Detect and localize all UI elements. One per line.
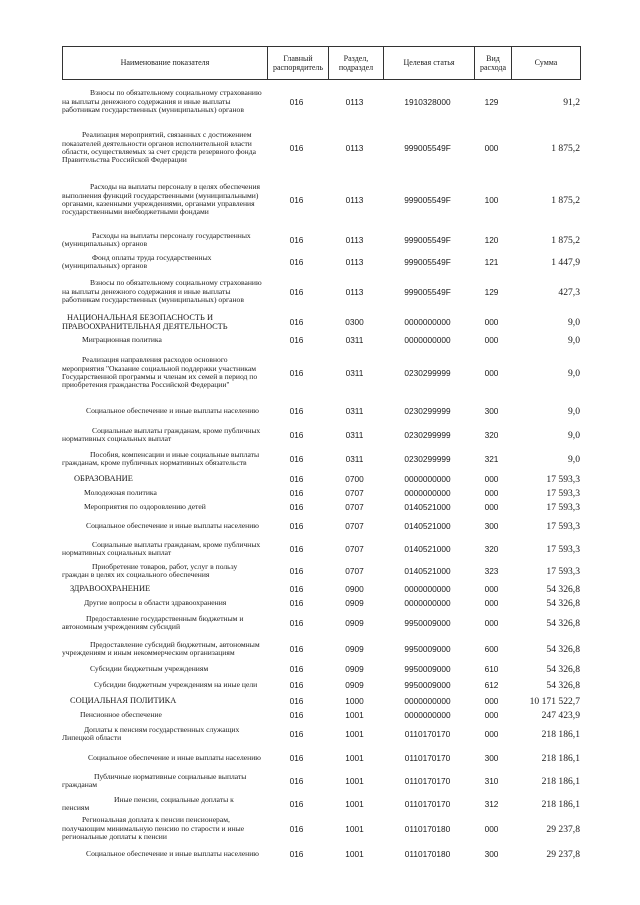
row-main-manager: 016 [289, 696, 304, 706]
row-expense-type: 000 [484, 143, 499, 153]
table-row [62, 500, 581, 514]
table-row [62, 792, 581, 816]
row-expense-type: 310 [484, 776, 499, 786]
row-expense-type: 121 [484, 257, 499, 267]
row-main-manager: 016 [289, 618, 304, 628]
row-section: 0311 [345, 454, 364, 464]
table-row [62, 514, 581, 538]
row-target-article: 1910328000 [404, 97, 451, 107]
row-expense-type: 320 [484, 430, 499, 440]
row-name: Социальное обеспечение и иные выплаты населению [88, 752, 261, 762]
table-row [62, 538, 581, 560]
row-main-manager: 016 [289, 824, 304, 834]
row-name: Субсидии бюджетным учреждениям [90, 663, 209, 673]
row-section: 1001 [345, 753, 364, 763]
row-sum: 247 423,9 [541, 709, 580, 721]
row-name: Социальные выплаты гражданам, кроме публичных нормативных социальных выплат [62, 539, 261, 557]
table-row [62, 676, 581, 694]
row-sum: 17 593,3 [546, 520, 580, 532]
row-sum: 54 326,8 [546, 583, 580, 595]
row-main-manager: 016 [289, 287, 304, 297]
table-row [62, 636, 581, 662]
row-name: Предоставление государственным бюджетным и автономным учреждениям субсидий [62, 613, 244, 631]
row-target-article: 0000000000 [404, 598, 451, 608]
table-row [62, 398, 581, 424]
table-row [62, 816, 581, 842]
row-expense-type: 323 [484, 566, 499, 576]
table-row [62, 694, 581, 708]
budget-table [62, 46, 581, 866]
row-section: 0113 [345, 257, 364, 267]
row-main-manager: 016 [289, 644, 304, 654]
row-main-manager: 016 [289, 521, 304, 531]
row-sum: 17 593,3 [546, 565, 580, 577]
row-expense-type: 000 [484, 474, 499, 484]
row-main-manager: 016 [289, 544, 304, 554]
table-row [62, 228, 581, 252]
table-row [62, 560, 581, 582]
row-sum: 10 171 522,7 [529, 695, 580, 707]
row-name: Публичные нормативные социальные выплаты гражданам [62, 771, 247, 789]
row-main-manager: 016 [289, 454, 304, 464]
row-name: Доплаты к пенсиям государственных служащих Липецкой области [62, 724, 240, 742]
row-target-article: 999005549F [404, 257, 451, 267]
row-target-article: 0000000000 [404, 335, 451, 345]
row-expense-type: 600 [484, 644, 499, 654]
row-target-article: 0140521000 [404, 566, 451, 576]
row-main-manager: 016 [289, 566, 304, 576]
row-sum: 9,0 [568, 334, 580, 346]
row-target-article: 9950009000 [404, 664, 451, 674]
row-expense-type: 000 [484, 824, 499, 834]
row-expense-type: 100 [484, 195, 499, 205]
row-section: 0300 [345, 317, 364, 327]
row-section: 0311 [345, 430, 364, 440]
row-expense-type: 300 [484, 406, 499, 416]
row-target-article: 999005549F [404, 143, 451, 153]
row-expense-type: 000 [484, 502, 499, 512]
table-row [62, 842, 581, 866]
row-section: 1001 [345, 824, 364, 834]
table-row [62, 472, 581, 486]
row-section: 0707 [345, 566, 364, 576]
row-name: Социальное обеспечение и иные выплаты населению [86, 405, 259, 415]
row-section: 0311 [345, 368, 364, 378]
row-name: Предоставление субсидий бюджетным, автономным учреждениям и иным некоммерческим организациям [62, 639, 260, 657]
row-sum: 218 186,1 [541, 728, 580, 740]
row-main-manager: 016 [289, 584, 304, 594]
header-section: Раздел, подраздел [328, 47, 383, 79]
row-target-article: 0140521000 [404, 544, 451, 554]
row-section: 0311 [345, 406, 364, 416]
row-sum: 9,0 [568, 367, 580, 379]
row-target-article: 9950009000 [404, 680, 451, 690]
table-row [62, 272, 581, 312]
row-section: 0113 [345, 143, 364, 153]
row-main-manager: 016 [289, 502, 304, 512]
row-main-manager: 016 [289, 664, 304, 674]
row-sum: 9,0 [568, 316, 580, 328]
row-target-article: 0230299999 [404, 454, 451, 464]
row-section: 0113 [345, 97, 364, 107]
table-row [62, 80, 581, 124]
row-target-article: 0000000000 [404, 488, 451, 498]
row-target-article: 0140521000 [404, 502, 451, 512]
row-expense-type: 000 [484, 335, 499, 345]
row-expense-type: 120 [484, 235, 499, 245]
row-section: 0909 [345, 644, 364, 654]
row-sum: 17 593,3 [546, 501, 580, 513]
row-section: 0113 [345, 287, 364, 297]
row-expense-type: 000 [484, 618, 499, 628]
row-section: 0113 [345, 235, 364, 245]
row-name: Социальное обеспечение и иные выплаты населению [86, 848, 259, 858]
row-main-manager: 016 [289, 799, 304, 809]
row-expense-type: 300 [484, 849, 499, 859]
row-target-article: 0110170180 [404, 824, 451, 834]
row-main-manager: 016 [289, 710, 304, 720]
header-main-manager: Главный распорядитель [267, 47, 328, 79]
row-name: Мероприятия по оздоровлению детей [84, 501, 206, 511]
row-target-article: 999005549F [404, 287, 451, 297]
row-expense-type: 320 [484, 544, 499, 554]
row-section: 0909 [345, 664, 364, 674]
row-target-article: 0110170170 [404, 776, 451, 786]
row-sum: 9,0 [568, 453, 580, 465]
row-target-article: 0000000000 [404, 317, 451, 327]
row-main-manager: 016 [289, 195, 304, 205]
row-section: 0311 [345, 335, 364, 345]
row-name: Молодежная политика [84, 487, 157, 497]
row-section: 0900 [345, 584, 364, 594]
row-sum: 54 326,8 [546, 663, 580, 675]
row-target-article: 0110170170 [404, 753, 451, 763]
row-target-article: 0000000000 [404, 474, 451, 484]
row-section: 1001 [345, 729, 364, 739]
table-row [62, 708, 581, 722]
row-name: Приобретение товаров, работ, услуг в пользу граждан в целях их социального обеспечения [62, 561, 238, 579]
row-main-manager: 016 [289, 488, 304, 498]
row-expense-type: 129 [484, 287, 499, 297]
row-sum: 427,3 [558, 286, 580, 298]
row-target-article: 0000000000 [404, 710, 451, 720]
row-main-manager: 016 [289, 368, 304, 378]
table-row [62, 770, 581, 792]
row-name: Взносы по обязательному социальному страхованию на выплаты денежного содержания и иные выплаты работникам государственных (муниципальных) органов [62, 88, 262, 115]
row-target-article: 999005549F [404, 195, 451, 205]
row-expense-type: 000 [484, 317, 499, 327]
table-body [62, 80, 581, 866]
row-main-manager: 016 [289, 257, 304, 267]
table-row [62, 610, 581, 636]
row-target-article: 999005549F [404, 235, 451, 245]
row-name: Пособия, компенсации и иные социальные выплаты гражданам, кроме публичных нормативных обязательств [62, 449, 260, 467]
table-row [62, 332, 581, 348]
row-main-manager: 016 [289, 474, 304, 484]
row-section: 1001 [345, 710, 364, 720]
row-name: Фонд оплаты труда государственных (муниципальных) органов [62, 252, 212, 270]
row-target-article: 0140521000 [404, 521, 451, 531]
row-section: 1001 [345, 849, 364, 859]
row-target-article: 0110170170 [404, 729, 451, 739]
row-section: 0707 [345, 488, 364, 498]
table-row [62, 312, 581, 332]
row-target-article: 0230299999 [404, 430, 451, 440]
row-expense-type: 300 [484, 521, 499, 531]
row-sum: 9,0 [568, 405, 580, 417]
row-sum: 91,2 [563, 96, 580, 108]
row-section: 1001 [345, 799, 364, 809]
row-sum: 54 326,8 [546, 679, 580, 691]
row-expense-type: 312 [484, 799, 499, 809]
table-row [62, 662, 581, 676]
row-expense-type: 129 [484, 97, 499, 107]
row-sum: 1 447,9 [551, 256, 580, 268]
row-sum: 9,0 [568, 429, 580, 441]
row-main-manager: 016 [289, 776, 304, 786]
header-target-article: Целевая статья [383, 47, 474, 79]
row-sum: 54 326,8 [546, 643, 580, 655]
header-expense-type: Вид расхода [474, 47, 511, 79]
row-target-article: 9950009000 [404, 618, 451, 628]
row-target-article: 0000000000 [404, 696, 451, 706]
row-section: 1001 [345, 776, 364, 786]
row-target-article: 0000000000 [404, 584, 451, 594]
table-row [62, 172, 581, 228]
row-sum: 218 186,1 [541, 775, 580, 787]
table-row [62, 124, 581, 172]
row-expense-type: 000 [484, 368, 499, 378]
row-sum: 17 593,3 [546, 487, 580, 499]
row-name: НАЦИОНАЛЬНАЯ БЕЗОПАСНОСТЬ И ПРАВООХРАНИТЕЛЬНАЯ ДЕЯТЕЛЬНОСТЬ [62, 312, 228, 331]
row-name: Расходы на выплаты персоналу в целях обеспечения выполнения функций государственными (муниципальными) органами, казенными учреждениями, органами управления государственными внебюджетными фондами [62, 182, 261, 217]
table-header [62, 46, 581, 80]
row-section: 0113 [345, 195, 364, 205]
row-name: Пенсионное обеспечение [80, 709, 162, 719]
row-name: СОЦИАЛЬНАЯ ПОЛИТИКА [70, 696, 177, 706]
row-expense-type: 000 [484, 696, 499, 706]
row-expense-type: 610 [484, 664, 499, 674]
row-main-manager: 016 [289, 97, 304, 107]
row-main-manager: 016 [289, 235, 304, 245]
row-sum: 54 326,8 [546, 617, 580, 629]
row-section: 0707 [345, 521, 364, 531]
row-name: Реализация направления расходов основного мероприятия "Оказание социальной поддержки участникам Государственной программы и членам их семей в период по приобретения гражданства Российской Федерации" [62, 355, 258, 390]
row-sum: 1 875,2 [551, 194, 580, 206]
row-main-manager: 016 [289, 335, 304, 345]
row-name: ЗДРАВООХРАНЕНИЕ [70, 584, 151, 594]
row-name: Взносы по обязательному социальному страхованию на выплаты денежного содержания и иные выплаты работникам государственных (муниципальных) органов [62, 278, 262, 305]
row-name: Иные пенсии, социальные доплаты к пенсиям [62, 794, 234, 812]
row-sum: 29 237,8 [546, 848, 580, 860]
row-target-article: 0110170180 [404, 849, 451, 859]
row-sum: 1 875,2 [551, 142, 580, 154]
row-target-article: 9950009000 [404, 644, 451, 654]
row-expense-type: 612 [484, 680, 499, 690]
row-section: 0909 [345, 680, 364, 690]
row-expense-type: 000 [484, 488, 499, 498]
row-name: Реализация мероприятий, связанных с достижением показателей деятельности органов исполнительной власти области, осуществляемых за счет средств резервного фонда Правительства Российской Федерации [62, 130, 256, 165]
table-row [62, 596, 581, 610]
row-target-article: 0230299999 [404, 368, 451, 378]
table-row [62, 486, 581, 500]
row-section: 0707 [345, 502, 364, 512]
table-row [62, 424, 581, 446]
row-section: 0700 [345, 474, 364, 484]
row-sum: 17 593,3 [546, 473, 580, 485]
row-name: Социальное обеспечение и иные выплаты населению [86, 520, 259, 530]
row-name: Субсидии бюджетным учреждениям на иные цели [94, 679, 258, 689]
row-name: Социальные выплаты гражданам, кроме публичных нормативных социальных выплат [62, 425, 261, 443]
row-main-manager: 016 [289, 430, 304, 440]
table-row [62, 252, 581, 272]
row-name: Расходы на выплаты персоналу государственных (муниципальных) органов [62, 230, 251, 248]
row-main-manager: 016 [289, 406, 304, 416]
row-name: Региональная доплата к пенсии пенсионерам, получающим минимальную пенсию по старости и иные региональные доплаты к пенсии [62, 815, 245, 842]
row-expense-type: 000 [484, 710, 499, 720]
row-section: 0707 [345, 544, 364, 554]
row-main-manager: 016 [289, 598, 304, 608]
row-section: 0909 [345, 598, 364, 608]
row-main-manager: 016 [289, 849, 304, 859]
row-sum: 17 593,3 [546, 543, 580, 555]
row-main-manager: 016 [289, 753, 304, 763]
row-section: 0909 [345, 618, 364, 628]
row-target-article: 0110170170 [404, 799, 451, 809]
row-expense-type: 000 [484, 729, 499, 739]
header-name: Наименование показателя [120, 58, 210, 68]
table-row [62, 722, 581, 746]
row-main-manager: 016 [289, 143, 304, 153]
row-expense-type: 321 [484, 454, 499, 464]
table-row [62, 582, 581, 596]
row-name: ОБРАЗОВАНИЕ [74, 474, 133, 484]
row-name: Другие вопросы в области здравоохранения [84, 597, 227, 607]
row-target-article: 0230299999 [404, 406, 451, 416]
table-row [62, 746, 581, 770]
row-sum: 29 237,8 [546, 823, 580, 835]
row-sum: 218 186,1 [541, 752, 580, 764]
row-expense-type: 300 [484, 753, 499, 763]
row-section: 1000 [345, 696, 364, 706]
row-main-manager: 016 [289, 729, 304, 739]
row-sum: 218 186,1 [541, 798, 580, 810]
row-expense-type: 000 [484, 598, 499, 608]
row-name: Миграционная политика [82, 334, 162, 344]
row-main-manager: 016 [289, 317, 304, 327]
row-sum: 54 326,8 [546, 597, 580, 609]
row-sum: 1 875,2 [551, 234, 580, 246]
table-row [62, 348, 581, 398]
table-row [62, 446, 581, 472]
header-sum: Сумма [511, 47, 580, 79]
row-main-manager: 016 [289, 680, 304, 690]
row-expense-type: 000 [484, 584, 499, 594]
